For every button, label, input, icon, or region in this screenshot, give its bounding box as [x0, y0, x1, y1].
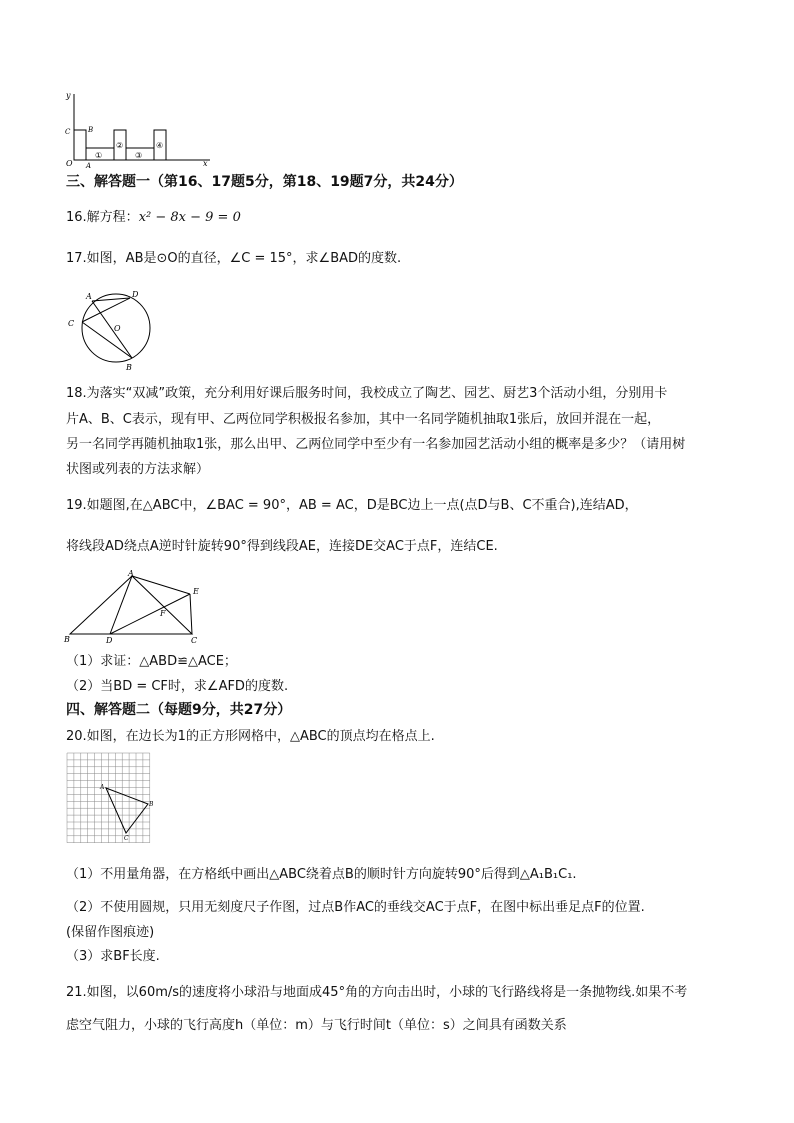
section-3-title: 三、解答题一（第16、17题5分，第18、19题7分，共24分）: [66, 174, 463, 190]
question-20-part-3: （3）求BF长度.: [66, 949, 160, 964]
question-18-line-3: 另一名同学再随机抽取1张，那么出甲、乙两位同学中至少有一名参加园艺活动小组的概率是多少？（请用树: [66, 437, 686, 452]
question-20-line-1: 20.如图，在边长为1的正方形网格中，△ABC的顶点均在格点上.: [66, 729, 435, 744]
question-19-line-2: 将线段AD绕点A逆时针旋转90°得到线段AE，连接DE交AC于点F，连结CE.: [66, 539, 498, 554]
segment-de: [110, 594, 190, 634]
question-19-part-2: （2）当BD = CF时，求∠AFD的度数.: [66, 679, 289, 694]
question-18-line-4: 状图或列表的方法求解）: [66, 462, 210, 477]
grid-label-a: A: [100, 784, 105, 791]
question-20-part-2a: （2）不使用圆规，只用无刻度尺子作图，过点B作AC的垂线交AC于点F，在图中标出垂足点F的位置.: [66, 900, 645, 915]
figure-circle: [62, 288, 162, 374]
grid-label-c: C: [124, 835, 129, 842]
question-21-line-1: 21.如图，以60m/s的速度将小球沿与地面成45°角的方向击出时，小球的飞行路线将是一条抛物线.如果不考: [66, 985, 688, 1000]
grid-label-b: B: [149, 801, 153, 808]
tri-label-c: C: [191, 636, 198, 644]
circle-label-c: C: [68, 319, 75, 328]
figure-grid: [65, 751, 153, 845]
tri-label-f: F: [160, 609, 166, 618]
label-c: C: [65, 128, 71, 136]
label-y: y: [66, 91, 71, 100]
question-20-part-2b: (保留作图痕迹): [66, 925, 155, 940]
tri-label-d: D: [106, 636, 113, 644]
question-18-line-1: 18.为落实“双减”政策，充分利用好课后服务时间，我校成立了陶艺、园艺、厨艺3个活动小组，分别用卡: [66, 386, 668, 401]
circle-label-d: D: [132, 290, 139, 299]
segment-ce: [190, 594, 192, 634]
chord-cb: [82, 322, 132, 358]
tri-label-a: A: [128, 569, 134, 578]
triangle-abc: [70, 576, 192, 634]
label-1: ①: [95, 151, 103, 160]
section-4-title: 四、解答题二（每题9分，共27分）: [66, 702, 292, 718]
figure-step-diagram: [60, 88, 220, 168]
label-3: ③: [135, 151, 143, 160]
tri-label-b: B: [64, 635, 70, 644]
label-b: B: [88, 126, 94, 134]
chord-cd: [82, 298, 130, 322]
label-2: ②: [116, 141, 124, 150]
figure-triangle: [62, 568, 212, 644]
triangle-abc-grid: [106, 788, 148, 833]
question-16-text: 16.解方程：: [66, 210, 139, 225]
question-21-line-2: 虑空气阻力，小球的飞行高度h（单位：m）与飞行时间t（单位：s）之间具有函数关系: [66, 1018, 567, 1033]
circle-label-b: B: [126, 363, 132, 372]
question-16: [66, 209, 241, 227]
label-x: x: [203, 159, 208, 168]
diameter-ab: [92, 301, 132, 358]
label-4: ④: [156, 141, 164, 150]
question-19-part-1: （1）求证：△ABD≌△ACE；: [66, 654, 237, 669]
label-a: A: [86, 162, 92, 168]
question-16-equation: x² − 8x − 9 = 0: [138, 210, 241, 225]
label-o: O: [66, 159, 73, 168]
question-19-line-1: 19.如题图,在△ABC中，∠BAC = 90°，AB = AC，D是BC边上一点(点D与B、C不重合),连结AD，: [66, 498, 638, 513]
question-18-line-2: 片A、B、C表示，现有甲、乙两位同学积极报名参加，其中一名同学随机抽取1张后，放回并混在一起，: [66, 412, 661, 427]
circle-label-o: O: [114, 324, 121, 333]
rect-block: [74, 130, 86, 160]
circle-label-a: A: [86, 292, 92, 301]
question-20-part-1: （1）不用量角器，在方格纸中画出△ABC绕着点B的顺时针方向旋转90°后得到△A₁B₁C₁.: [66, 867, 577, 882]
grid-lines: [67, 753, 150, 843]
tri-label-e: E: [193, 587, 199, 596]
segment-ad: [110, 576, 132, 634]
question-17: 17.如图，AB是⊙O的直径，∠C = 15°，求∠BAD的度数.: [66, 251, 402, 266]
